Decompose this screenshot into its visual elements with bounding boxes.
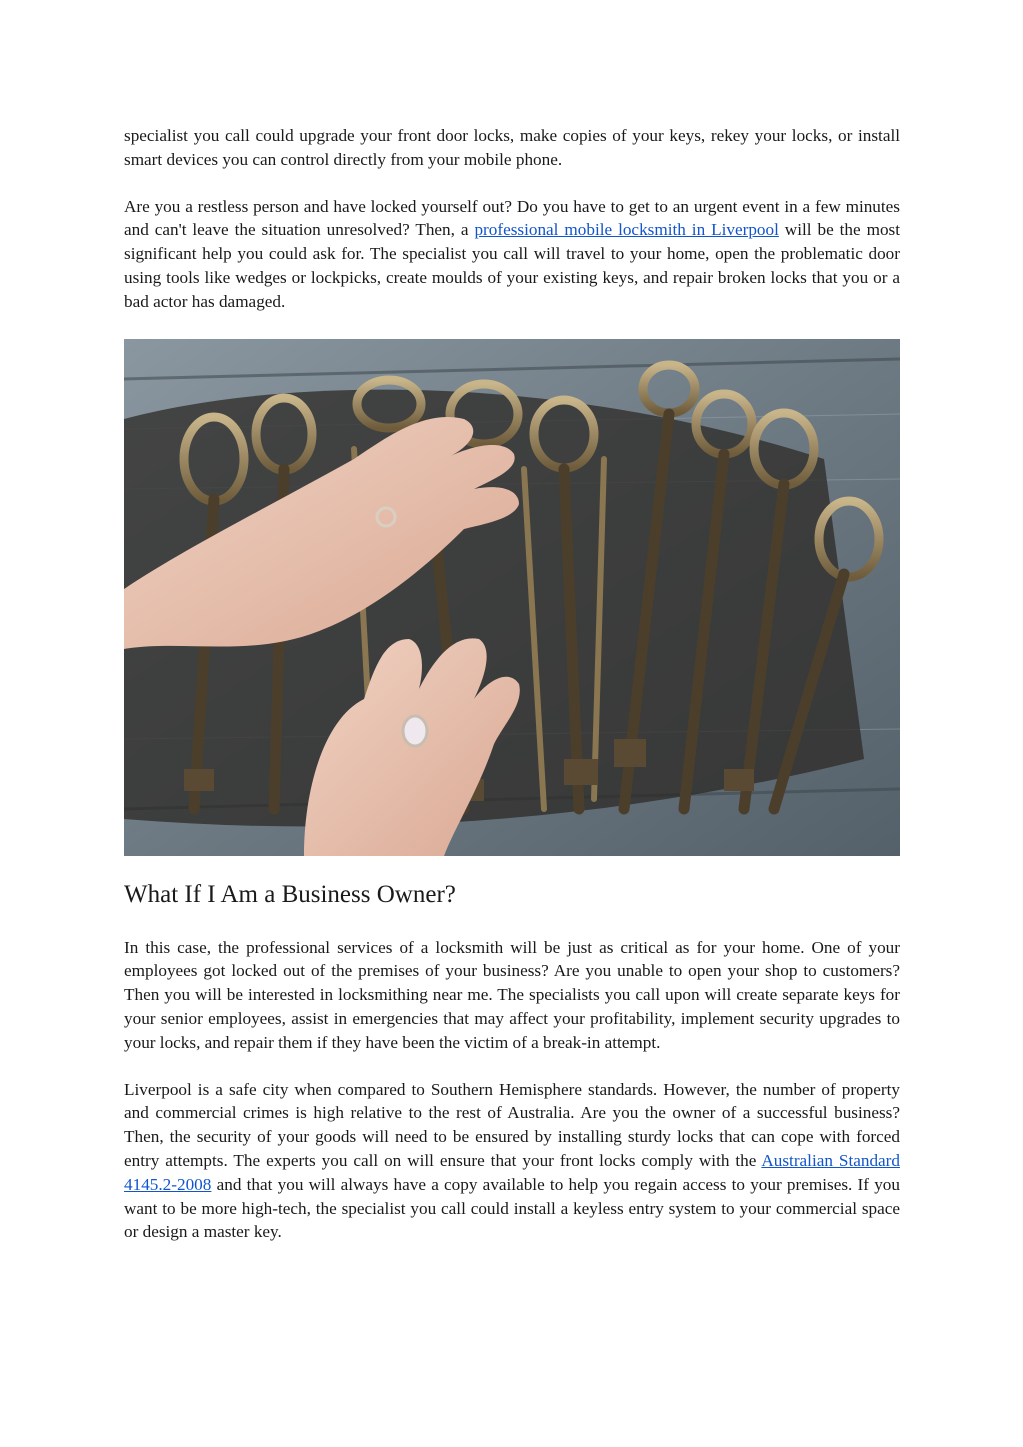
paragraph-text: will be the most significant help you could ask for. The specialist you call will travel to your home, open the problematic door using tools like wedges or lockpicks, create moulds of your existing keys, and repair broken locks that you or a bad actor has damaged. bbox=[124, 220, 900, 311]
paragraph-text: Liverpool is a safe city when compared to Southern Hemisphere standards. However, the number of property and commercial crimes is high relative to the rest of Australia. Are you the owner of a successful business? Then, the security of your goods will need to be ensured by installing sturdy locks that can cope with forced entry attempts. The experts you call on will ensure that your front locks comply with the bbox=[124, 1079, 900, 1170]
australian-standard-link[interactable]: Australian Standard 4145.2-2008 bbox=[124, 1150, 900, 1194]
mobile-locksmith-link[interactable]: professional mobile locksmith in Liverpool bbox=[474, 220, 779, 240]
paragraph-text: Are you a restless person and have locked yourself out? Do you have to get to an urgent event in a few minutes and can't leave the situation unresolved? Then, a bbox=[124, 196, 900, 240]
keys-photo bbox=[124, 339, 900, 856]
section-heading: What If I Am a Business Owner? bbox=[124, 880, 456, 908]
paragraph-business-owner: In this case, the professional services of a locksmith will be just as critical as for your home. One of your employees got locked out of the premises of your business? Are you unable to open your shop to customers? Then you will be interested in locksmithing near me. The specialists you call upon will create separate keys for your senior employees, assist in emergencies that may affect your profitability, implement security upgrades to your locks, and repair them if they have been the victim of a break-in attempt. bbox=[124, 937, 900, 1052]
paragraph-intro-continued: specialist you call could upgrade your front door locks, make copies of your keys, rekey your locks, or install smart devices you can control directly from your mobile phone. bbox=[124, 126, 900, 169]
paragraph-liverpool-security bbox=[124, 1078, 900, 1245]
paragraph-locked-out bbox=[124, 195, 900, 314]
paragraph-text: and that you will always have a copy available to help you regain access to your premises. If you want to be more high-tech, the specialist you call could install a keyless entry system to your commercial space or design a master key. bbox=[124, 1174, 900, 1242]
document-page bbox=[124, 124, 900, 1244]
